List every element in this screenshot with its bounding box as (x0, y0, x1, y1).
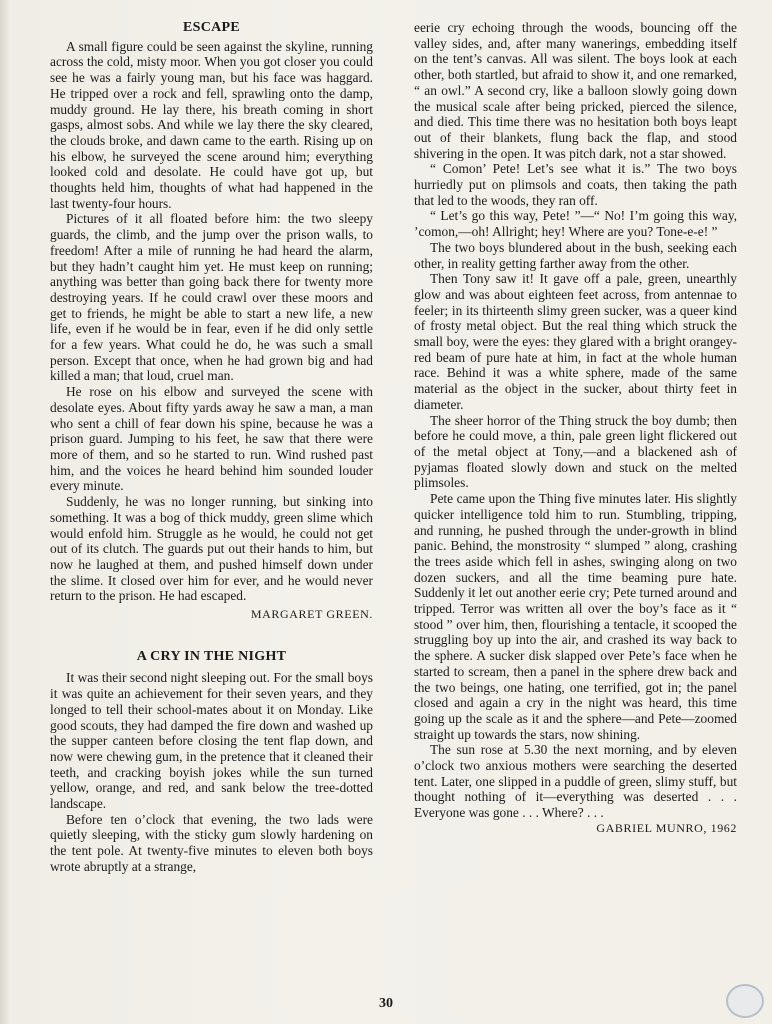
cry-continuation: eerie cry echoing through the woods, bouncing off the valley sides, and, after many wanerings, embedding itself on the tent’s canvas. All was silent. The boys look at each other, both startled, but afraid to show it, and one remarked, “ an owl.” A second cry, like a balloon slowly going down the musical scale after being pricked, pierced the silence, and died. This time there was no hesitation both boys leapt out of their blankets, flung back the flap, and stood shivering in the open. It was pitch dark, not a star showed. (414, 20, 737, 161)
cry-paragraph: “ Let’s go this way, Pete! ”—“ No! I’m going this way, ’comon,—oh! Allright; hey! Where are you? Tone-e-e! ” (414, 208, 737, 240)
page-number: 30 (379, 996, 393, 1011)
escape-paragraph: Pictures of it all floated before him: the two sleepy guards, the climb, and the jump over the prison walls, to freedom! After a mile of running he had heard the alarm, but they hadn’t caught him yet. He must keep on running; anything was better than going back there for twenty more destroying years. If he could crawl over these moors and get to friends, he might be able to start a new life, a new life, even if he would be in fear, even if he did only settle for a few years. What could he do, he was such a small person. Except that once, when he had grown big and had killed a man; that loud, cruel man. (50, 211, 373, 384)
cry-paragraph: Pete came upon the Thing five minutes later. His slightly quicker intelligence told him to run. Stumbling, tripping, and running, he pushed through the under-growth in blind panic. Behind, the monstrosity “ slumped ” along, crashing the trees aside which fell in ashes, swinging along on two dozen suckers, and all the time beaming pure hate. Suddenly it let out another eerie cry; Pete turned around and tripped. Terror was written all over the boy’s face as it “ stood ” over him, then, flourishing a tentacle, it scooped the struggling boy up into the air, and crashed its way back to the sphere. A sucker disk slapped over Pete’s face when he started to scream, then a panel in the sphere drew back and the two beings, one hating, one terrified, got in; the panel closed and again a cry in the night was heard, this time going up the scale as it and the sphere—and Pete—zoomed straight up towards the stars, now shining. (414, 491, 737, 742)
cry-paragraph: It was their second night sleeping out. For the small boys it was quite an achievement for their seven years, and they longed to tell their school-mates about it on Monday. Like good scouts, they had damped the fire down and washed up the supper canteen before closing the tent flap down, and now were chewing gum, in the pretence that it cleaned their teeth, and cracking boyish jokes while the sun turned yellow, orange, and red, and sank below the tree-dotted landscape. (50, 670, 373, 812)
cry-paragraph: Before ten o’clock that evening, the two lads were quietly sleeping, with the sticky gum slowly hardening on the tent pole. At twenty-five minutes to eleven both boys wrote abruptly at a strange, (50, 811, 373, 874)
escape-title: ESCAPE (182, 20, 241, 35)
right-column (414, 20, 737, 837)
cry-paragraph: Then Tony saw it! It gave off a pale, green, unearthly glow and was about eighteen feet across, from antennae to feeler; in its thirteenth slimy green sucker, was a queer kind of frosty metal object. But the real thing which struck the small boy, were the eyes: they glared with a bright orangey-red beam of pure hate at him, in fact at the whole human race. Behind it was a white sphere, made of the same material as the object in the sucker, about thirty feet in diameter. (414, 271, 737, 412)
escape-paragraph: Suddenly, he was no longer running, but sinking into something. It was a bog of thick muddy, green slime which would enfold him. Struggle as he would, he could not get out of its clutch. The guards put out their hands to him, but now he laughed at them, and pushed himself down under the slime. It closed over him for ever, and he would never return to the prison. He had escaped. (50, 494, 373, 604)
escape-paragraph: A small figure could be seen against the skyline, running across the cold, misty moor. When you got closer you could see he was a fairly young man, but his face was haggard. He tripped over a rock and fell, sprawling onto the damp, muddy ground. He lay there, his breath coming in short gasps, almost sobs. And while we lay there the sky cleared, the clouds broke, and dawn came to the earth. Rising up on his elbow, he surveyed the scene around him; everything looked cold and desolate. He could have got up, but thoughts held him, thoughts of what had happened in the last twenty-four hours. (50, 38, 373, 211)
escape-paragraph: He rose on his elbow and surveyed the scene with desolate eyes. About fifty yards away he saw a man, a man who sent a chill of fear down his spine, because he was a prison guard. Jumping to his feet, he saw that there were more of them, and so he started to run. Wind rushed past him, and the voices he heard behind him sounded louder every minute. (50, 384, 373, 494)
corner-badge-icon (726, 984, 764, 1018)
cry-author: GABRIEL MUNRO, 1962 (596, 820, 737, 835)
cry-title: A CRY IN THE NIGHT (136, 648, 287, 664)
left-column (50, 20, 373, 875)
cry-last-text: The sun rose at 5.30 the next morning, and by eleven o’clock two anxious mothers were searching the deserted tent. Later, one slipped in a puddle of green, slimy stuff, but thought nothing of it—everything was deserted . . . Everyone was gone . . . Where? . . . (414, 742, 737, 821)
cry-paragraph (414, 742, 737, 835)
cry-paragraph: “ Comon’ Pete! Let’s see what it is.” The two boys hurriedly put on plimsols and coats, then taking the path that led to the woods, they ran off. (414, 161, 737, 208)
cry-paragraph: The sheer horror of the Thing struck the boy dumb; then before he could move, a thin, pale green light flickered out of the metal object at Tony,—and a blackened ash of pyjamas floated slowly down and stuck on the melted plimsoles. (414, 412, 737, 491)
escape-author: MARGARET GREEN. (250, 607, 373, 622)
cry-paragraph: The two boys blundered about in the bush, seeking each other, in reality getting farther away from the other. (414, 239, 737, 271)
